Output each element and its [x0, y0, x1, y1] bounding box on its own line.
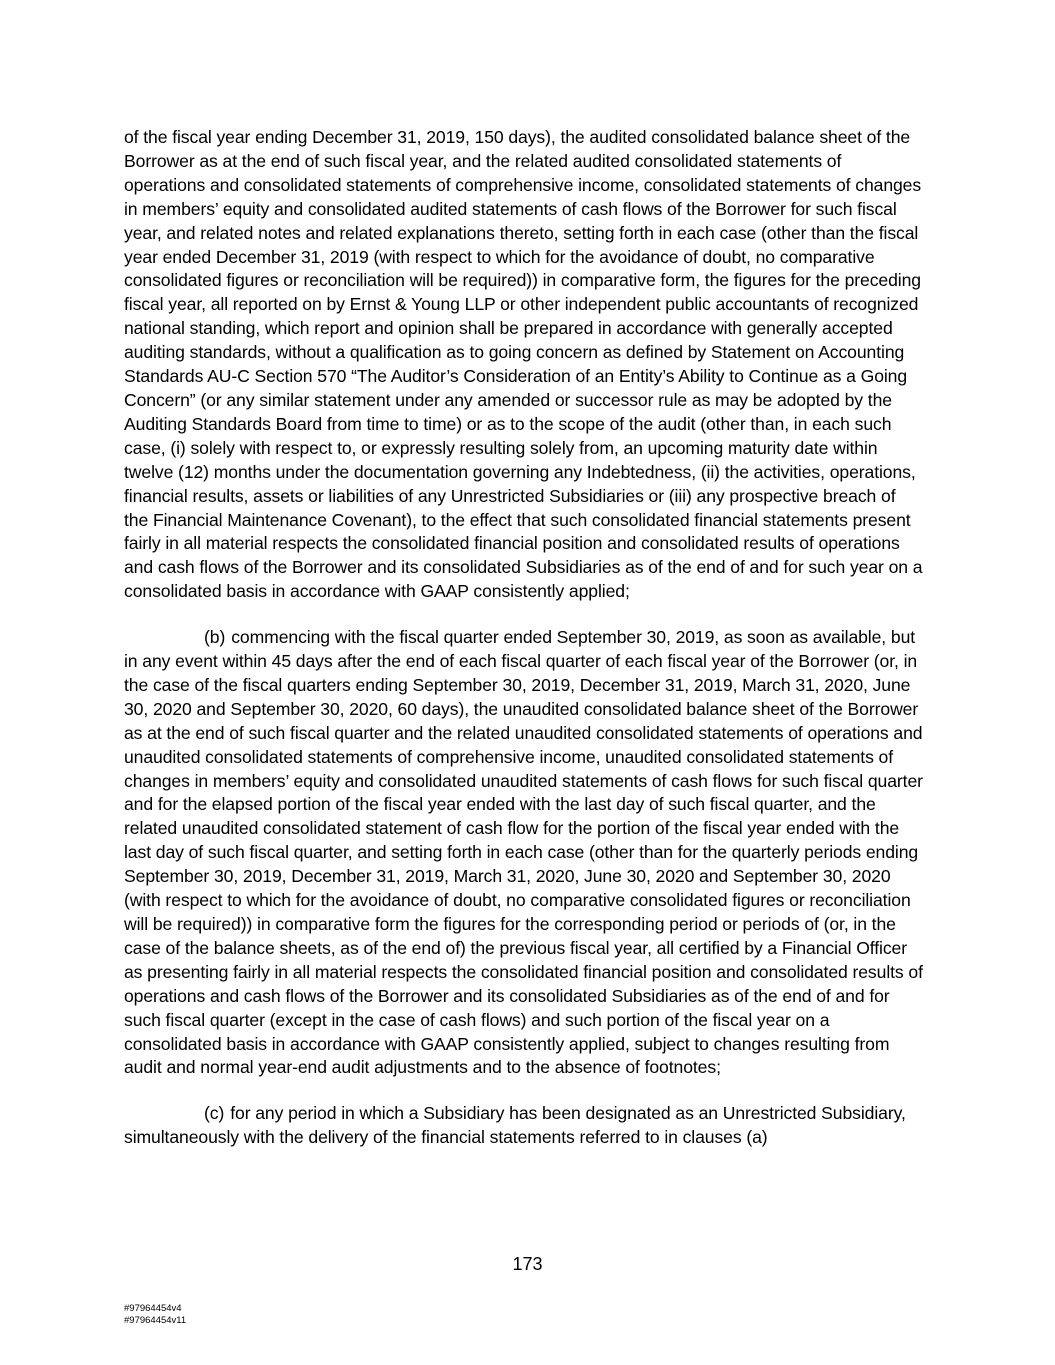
clause-b-label: (b)	[204, 627, 226, 648]
paragraph-c	[124, 1102, 924, 1150]
paragraph-a-continued: of the fiscal year ending December 31, 2019, 150 days), the audited consolidated balance sheet of the Borrower as at the end of such fiscal year, and the related audited consolidated statements of operations and consolidated statements of comprehensive income, consolidated statements of changes in members’ equity and consolidated audited statements of cash flows of the Borrower for such fiscal year, and related notes and related explanations thereto, setting forth in each case (other than the fiscal year ended December 31, 2019 (with respect to which for the avoidance of doubt, no comparative consolidated figures or reconciliation will be required)) in comparative form, the figures for the preceding fiscal year, all reported on by Ernst & Young LLP or other independent public accountants of recognized national standing, which report and opinion shall be prepared in accordance with generally accepted auditing standards, without a qualification as to going concern as defined by Statement on Accounting Standards AU-C Section 570 “The Auditor’s Consideration of an Entity’s Ability to Continue as a Going Concern” (or any similar statement under any amended or successor rule as may be adopted by the Auditing Standards Board from time to time) or as to the scope of the audit (other than, in each such case, (i) solely with respect to, or expressly resulting solely from, an upcoming maturity date within twelve (12) months under the documentation governing any Indebtedness, (ii) the activities, operations, financial results, assets or liabilities of any Unrestricted Subsidiaries or (iii) any prospective breach of the Financial Maintenance Covenant), to the effect that such consolidated financial statements present fairly in all material respects the consolidated financial position and consolidated results of operations and cash flows of the Borrower and its consolidated Subsidiaries as of the end of and for such year on a consolidated basis in accordance with GAAP consistently applied;	[124, 127, 923, 602]
paragraph-b	[124, 626, 924, 1080]
doc-id-1: #97964454v4	[124, 1303, 182, 1314]
document-body	[124, 126, 924, 1172]
clause-b-text: commencing with the fiscal quarter ended September 30, 2019, as soon as available, but in any event within 45 days after the end of each fiscal quarter of each fiscal year of the Borrower (or, in the case of the fiscal quarters ending September 30, 2019, December 31, 2019, March 31, 2020, June 30, 2020 and September 30, 2020, 60 days), the unaudited consolidated balance sheet of the Borrower as at the end of such fiscal quarter and the related unaudited consolidated statements of operations and unaudited consolidated statements of comprehensive income, unaudited consolidated statements of changes in members’ equity and consolidated unaudited statements of cash flows for such fiscal quarter and for the elapsed portion of the fiscal year ended with the last day of such fiscal quarter, and the related unaudited consolidated statement of cash flow for the portion of the fiscal year ended with the last day of such fiscal quarter, and setting forth in each case (other than for the quarterly periods ending September 30, 2019, December 31, 2019, March 31, 2020, June 30, 2020 and September 30, 2020 (with respect to which for the avoidance of doubt, no comparative consolidated figures or reconciliation will be required)) in comparative form the figures for the corresponding period or periods of (or, in the case of the balance sheets, as of the end of) the previous fiscal year, all certified by a Financial Officer as presenting fairly in all material respects the consolidated financial position and consolidated results of operations and cash flows of the Borrower and its consolidated Subsidiaries as of the end of and for such fiscal quarter (except in the case of cash flows) and such portion of the fiscal year on a consolidated basis in accordance with GAAP consistently applied, subject to changes resulting from audit and normal year-end audit adjustments and to the absence of footnotes;	[124, 627, 923, 1078]
clause-c-label: (c)	[204, 1103, 225, 1124]
page-number: 173	[512, 1254, 543, 1274]
clause-c-text: for any period in which a Subsidiary has been designated as an Unrestricted Subsidiary, simultaneously with the delivery of the financial statements referred to in clauses (a)	[124, 1103, 906, 1148]
document-identifiers	[124, 1303, 186, 1327]
doc-id-2: #97964454v11	[124, 1315, 187, 1326]
